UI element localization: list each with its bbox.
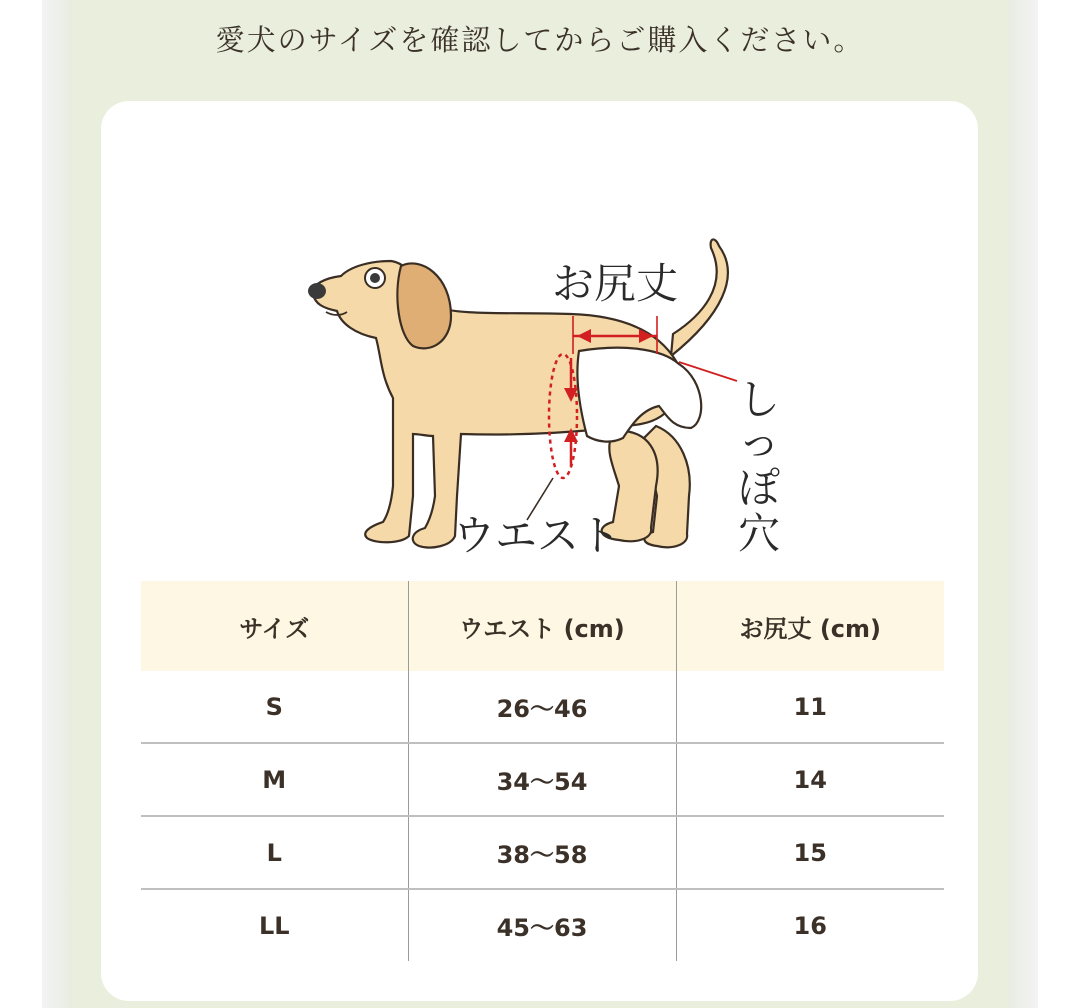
tail-hole-label-char-4: 穴: [737, 509, 781, 558]
cell-waist: 34〜54: [408, 743, 676, 816]
cell-waist: 38〜58: [408, 816, 676, 889]
dog-tail: [671, 239, 728, 356]
diaper: [577, 348, 701, 442]
cell-hip-length: 16: [793, 911, 827, 940]
table-row: [141, 671, 944, 743]
page-edge-left: [42, 0, 72, 1008]
table-row: [141, 889, 944, 961]
table-header-row: [141, 581, 944, 671]
header-hip-length: お尻丈 (cm): [739, 614, 882, 643]
dog-ear: [397, 263, 451, 348]
cell-waist: 45〜63: [408, 889, 676, 961]
tail-hole-label-char-1: し: [737, 375, 781, 424]
page-edge-right: [1008, 0, 1038, 1008]
waist-label: ウエスト: [452, 511, 622, 560]
cell-size: LL: [141, 889, 408, 961]
cell-hip-length: 15: [676, 816, 944, 889]
tail-hole-label-char-2: っ: [737, 417, 781, 466]
size-guide-card: [101, 101, 978, 1001]
hip-length-label: お尻丈: [551, 259, 679, 308]
cell-hip-length: 11: [676, 671, 944, 743]
cell-size: L: [141, 816, 408, 889]
page-title: 愛犬のサイズを確認してからご購入ください。: [215, 23, 865, 57]
size-chart-table: [141, 581, 944, 961]
cell-hip-length: 14: [676, 743, 944, 816]
cell-size: S: [141, 671, 408, 743]
dog-nose: [308, 283, 326, 299]
table-row: [141, 743, 944, 816]
tail-hole-label-char-3: ぽ: [737, 463, 781, 512]
cell-waist: 26〜46: [408, 671, 676, 743]
header-size: サイズ: [141, 581, 408, 671]
dog-size-diagram: [301, 166, 801, 561]
header-waist: ウエスト (cm): [408, 581, 676, 671]
cell-size: M: [141, 743, 408, 816]
table-row: [141, 816, 944, 889]
